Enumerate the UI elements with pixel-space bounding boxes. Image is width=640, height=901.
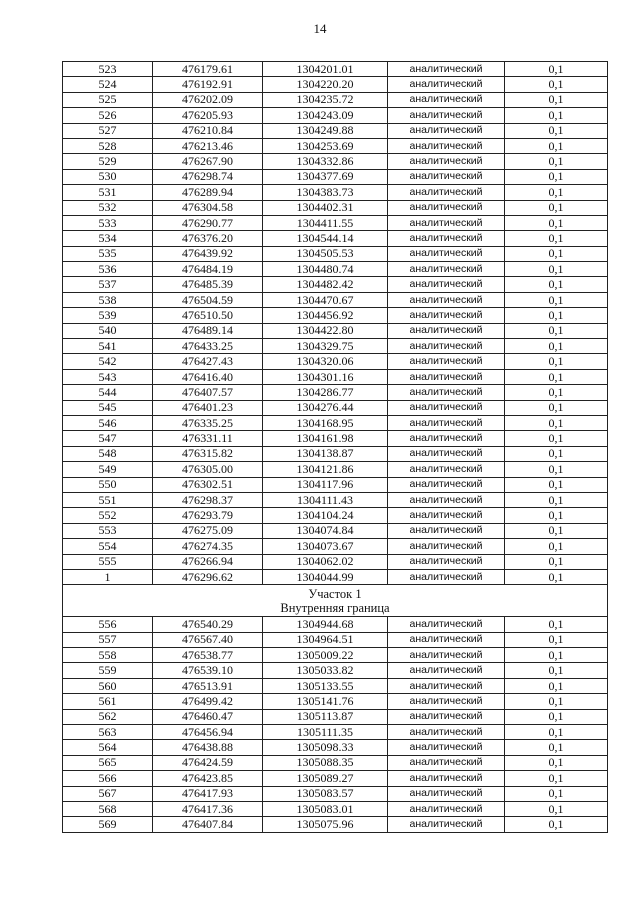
table-row — [63, 400, 608, 415]
table-row — [63, 446, 608, 461]
point-number-cell: 562 — [63, 709, 153, 724]
x-coordinate-cell: 476539.10 — [153, 663, 263, 678]
section-cell — [63, 585, 608, 617]
table-row — [63, 740, 608, 755]
accuracy-cell: 0,1 — [505, 632, 608, 647]
method-cell: аналитический — [388, 154, 505, 169]
x-coordinate-cell: 476315.82 — [153, 446, 263, 461]
accuracy-cell: 0,1 — [505, 200, 608, 215]
y-coordinate-cell: 1304320.06 — [263, 354, 388, 369]
y-coordinate-cell: 1304402.31 — [263, 200, 388, 215]
method-cell: аналитический — [388, 617, 505, 632]
method-cell: аналитический — [388, 169, 505, 184]
section-row — [63, 585, 608, 617]
accuracy-cell: 0,1 — [505, 231, 608, 246]
y-coordinate-cell: 1305089.27 — [263, 771, 388, 786]
method-cell: аналитический — [388, 446, 505, 461]
point-number-cell: 526 — [63, 108, 153, 123]
x-coordinate-cell: 476567.40 — [153, 632, 263, 647]
x-coordinate-cell: 476289.94 — [153, 185, 263, 200]
table-row — [63, 663, 608, 678]
point-number-cell: 533 — [63, 215, 153, 230]
x-coordinate-cell: 476275.09 — [153, 523, 263, 538]
x-coordinate-cell: 476489.14 — [153, 323, 263, 338]
table-row — [63, 323, 608, 338]
point-number-cell: 559 — [63, 663, 153, 678]
x-coordinate-cell: 476293.79 — [153, 508, 263, 523]
x-coordinate-cell: 476302.51 — [153, 477, 263, 492]
table-row — [63, 539, 608, 554]
accuracy-cell: 0,1 — [505, 123, 608, 138]
x-coordinate-cell: 476427.43 — [153, 354, 263, 369]
table-row — [63, 262, 608, 277]
table-row — [63, 185, 608, 200]
x-coordinate-cell: 476274.35 — [153, 539, 263, 554]
x-coordinate-cell: 476401.23 — [153, 400, 263, 415]
table-row — [63, 277, 608, 292]
method-cell: аналитический — [388, 246, 505, 261]
point-number-cell: 557 — [63, 632, 153, 647]
y-coordinate-cell: 1304111.43 — [263, 492, 388, 507]
y-coordinate-cell: 1305083.01 — [263, 801, 388, 816]
table-row — [63, 632, 608, 647]
accuracy-cell: 0,1 — [505, 617, 608, 632]
section-subtitle: Внутренняя граница — [280, 601, 390, 616]
table-row — [63, 492, 608, 507]
point-number-cell: 535 — [63, 246, 153, 261]
y-coordinate-cell: 1305141.76 — [263, 694, 388, 709]
method-cell: аналитический — [388, 92, 505, 107]
method-cell: аналитический — [388, 292, 505, 307]
table-row — [63, 169, 608, 184]
point-number-cell: 567 — [63, 786, 153, 801]
method-cell: аналитический — [388, 801, 505, 816]
method-cell: аналитический — [388, 431, 505, 446]
table-row — [63, 123, 608, 138]
accuracy-cell: 0,1 — [505, 801, 608, 816]
accuracy-cell: 0,1 — [505, 92, 608, 107]
point-number-cell: 556 — [63, 617, 153, 632]
method-cell: аналитический — [388, 77, 505, 92]
table-row — [63, 246, 608, 261]
x-coordinate-cell: 476296.62 — [153, 569, 263, 584]
method-cell: аналитический — [388, 138, 505, 153]
table-row — [63, 369, 608, 384]
table-body-inner-boundary — [63, 617, 608, 832]
y-coordinate-cell: 1305113.87 — [263, 709, 388, 724]
page-number: 14 — [313, 21, 327, 36]
accuracy-cell: 0,1 — [505, 554, 608, 569]
point-number-cell: 524 — [63, 77, 153, 92]
y-coordinate-cell: 1305009.22 — [263, 648, 388, 663]
y-coordinate-cell: 1304383.73 — [263, 185, 388, 200]
table-row — [63, 569, 608, 584]
point-number-cell: 534 — [63, 231, 153, 246]
point-number-cell: 1 — [63, 569, 153, 584]
y-coordinate-cell: 1304377.69 — [263, 169, 388, 184]
accuracy-cell: 0,1 — [505, 569, 608, 584]
coordinates-table — [62, 61, 608, 833]
table-row — [63, 431, 608, 446]
accuracy-cell: 0,1 — [505, 400, 608, 415]
y-coordinate-cell: 1304104.24 — [263, 508, 388, 523]
x-coordinate-cell: 476439.92 — [153, 246, 263, 261]
y-coordinate-cell: 1304276.44 — [263, 400, 388, 415]
point-number-cell: 540 — [63, 323, 153, 338]
point-number-cell: 553 — [63, 523, 153, 538]
point-number-cell: 541 — [63, 339, 153, 354]
y-coordinate-cell: 1305033.82 — [263, 663, 388, 678]
table-row — [63, 308, 608, 323]
x-coordinate-cell: 476407.84 — [153, 817, 263, 832]
y-coordinate-cell: 1304117.96 — [263, 477, 388, 492]
accuracy-cell: 0,1 — [505, 154, 608, 169]
point-number-cell: 547 — [63, 431, 153, 446]
method-cell: аналитический — [388, 200, 505, 215]
x-coordinate-cell: 476202.09 — [153, 92, 263, 107]
table-row — [63, 215, 608, 230]
accuracy-cell: 0,1 — [505, 308, 608, 323]
point-number-cell: 531 — [63, 185, 153, 200]
x-coordinate-cell: 476266.94 — [153, 554, 263, 569]
y-coordinate-cell: 1305133.55 — [263, 678, 388, 693]
table-body-outer-boundary — [63, 62, 608, 585]
accuracy-cell: 0,1 — [505, 262, 608, 277]
method-cell: аналитический — [388, 277, 505, 292]
x-coordinate-cell: 476417.93 — [153, 786, 263, 801]
section-title: Участок 1 — [308, 587, 362, 602]
accuracy-cell: 0,1 — [505, 725, 608, 740]
point-number-cell: 538 — [63, 292, 153, 307]
method-cell: аналитический — [388, 508, 505, 523]
method-cell: аналитический — [388, 369, 505, 384]
table-row — [63, 801, 608, 816]
x-coordinate-cell: 476416.40 — [153, 369, 263, 384]
x-coordinate-cell: 476417.36 — [153, 801, 263, 816]
y-coordinate-cell: 1304456.92 — [263, 308, 388, 323]
point-number-cell: 554 — [63, 539, 153, 554]
x-coordinate-cell: 476210.84 — [153, 123, 263, 138]
table-row — [63, 709, 608, 724]
y-coordinate-cell: 1304332.86 — [263, 154, 388, 169]
table-row — [63, 62, 608, 77]
table-row — [63, 154, 608, 169]
x-coordinate-cell: 476499.42 — [153, 694, 263, 709]
accuracy-cell: 0,1 — [505, 786, 608, 801]
table-row — [63, 694, 608, 709]
method-cell: аналитический — [388, 678, 505, 693]
accuracy-cell: 0,1 — [505, 369, 608, 384]
accuracy-cell: 0,1 — [505, 108, 608, 123]
y-coordinate-cell: 1305075.96 — [263, 817, 388, 832]
y-coordinate-cell: 1304505.53 — [263, 246, 388, 261]
x-coordinate-cell: 476510.50 — [153, 308, 263, 323]
method-cell: аналитический — [388, 262, 505, 277]
x-coordinate-cell: 476192.91 — [153, 77, 263, 92]
y-coordinate-cell: 1304073.67 — [263, 539, 388, 554]
table-row — [63, 200, 608, 215]
x-coordinate-cell: 476484.19 — [153, 262, 263, 277]
y-coordinate-cell: 1304422.80 — [263, 323, 388, 338]
accuracy-cell: 0,1 — [505, 755, 608, 770]
method-cell: аналитический — [388, 215, 505, 230]
method-cell: аналитический — [388, 632, 505, 647]
method-cell: аналитический — [388, 400, 505, 415]
y-coordinate-cell: 1304470.67 — [263, 292, 388, 307]
point-number-cell: 532 — [63, 200, 153, 215]
y-coordinate-cell: 1304121.86 — [263, 462, 388, 477]
y-coordinate-cell: 1304964.51 — [263, 632, 388, 647]
table-row — [63, 77, 608, 92]
table-row — [63, 231, 608, 246]
x-coordinate-cell: 476298.74 — [153, 169, 263, 184]
method-cell: аналитический — [388, 554, 505, 569]
x-coordinate-cell: 476438.88 — [153, 740, 263, 755]
x-coordinate-cell: 476290.77 — [153, 215, 263, 230]
accuracy-cell: 0,1 — [505, 215, 608, 230]
y-coordinate-cell: 1304944.68 — [263, 617, 388, 632]
point-number-cell: 523 — [63, 62, 153, 77]
point-number-cell: 529 — [63, 154, 153, 169]
table-row — [63, 755, 608, 770]
accuracy-cell: 0,1 — [505, 539, 608, 554]
table-row — [63, 354, 608, 369]
accuracy-cell: 0,1 — [505, 648, 608, 663]
accuracy-cell: 0,1 — [505, 277, 608, 292]
point-number-cell: 569 — [63, 817, 153, 832]
method-cell: аналитический — [388, 231, 505, 246]
point-number-cell: 542 — [63, 354, 153, 369]
y-coordinate-cell: 1304411.55 — [263, 215, 388, 230]
x-coordinate-cell: 476538.77 — [153, 648, 263, 663]
accuracy-cell: 0,1 — [505, 771, 608, 786]
point-number-cell: 568 — [63, 801, 153, 816]
x-coordinate-cell: 476179.61 — [153, 62, 263, 77]
point-number-cell: 528 — [63, 138, 153, 153]
point-number-cell: 552 — [63, 508, 153, 523]
method-cell: аналитический — [388, 323, 505, 338]
accuracy-cell: 0,1 — [505, 740, 608, 755]
y-coordinate-cell: 1304138.87 — [263, 446, 388, 461]
accuracy-cell: 0,1 — [505, 709, 608, 724]
table-row — [63, 617, 608, 632]
point-number-cell: 560 — [63, 678, 153, 693]
x-coordinate-cell: 476205.93 — [153, 108, 263, 123]
point-number-cell: 565 — [63, 755, 153, 770]
y-coordinate-cell: 1304482.42 — [263, 277, 388, 292]
x-coordinate-cell: 476485.39 — [153, 277, 263, 292]
method-cell: аналитический — [388, 648, 505, 663]
method-cell: аналитический — [388, 354, 505, 369]
table-row — [63, 554, 608, 569]
point-number-cell: 548 — [63, 446, 153, 461]
method-cell: аналитический — [388, 523, 505, 538]
accuracy-cell: 0,1 — [505, 663, 608, 678]
accuracy-cell: 0,1 — [505, 185, 608, 200]
method-cell: аналитический — [388, 663, 505, 678]
y-coordinate-cell: 1304235.72 — [263, 92, 388, 107]
accuracy-cell: 0,1 — [505, 462, 608, 477]
table-row — [63, 339, 608, 354]
method-cell: аналитический — [388, 492, 505, 507]
method-cell: аналитический — [388, 709, 505, 724]
x-coordinate-cell: 476298.37 — [153, 492, 263, 507]
table-row — [63, 725, 608, 740]
point-number-cell: 539 — [63, 308, 153, 323]
y-coordinate-cell: 1304329.75 — [263, 339, 388, 354]
accuracy-cell: 0,1 — [505, 354, 608, 369]
accuracy-cell: 0,1 — [505, 415, 608, 430]
method-cell: аналитический — [388, 725, 505, 740]
method-cell: аналитический — [388, 308, 505, 323]
point-number-cell: 566 — [63, 771, 153, 786]
point-number-cell: 563 — [63, 725, 153, 740]
table-row — [63, 771, 608, 786]
accuracy-cell: 0,1 — [505, 138, 608, 153]
x-coordinate-cell: 476460.47 — [153, 709, 263, 724]
accuracy-cell: 0,1 — [505, 477, 608, 492]
x-coordinate-cell: 476331.11 — [153, 431, 263, 446]
accuracy-cell: 0,1 — [505, 492, 608, 507]
table-row — [63, 385, 608, 400]
method-cell: аналитический — [388, 415, 505, 430]
point-number-cell: 546 — [63, 415, 153, 430]
point-number-cell: 525 — [63, 92, 153, 107]
x-coordinate-cell: 476540.29 — [153, 617, 263, 632]
y-coordinate-cell: 1304168.95 — [263, 415, 388, 430]
y-coordinate-cell: 1304544.14 — [263, 231, 388, 246]
accuracy-cell: 0,1 — [505, 246, 608, 261]
x-coordinate-cell: 476504.59 — [153, 292, 263, 307]
accuracy-cell: 0,1 — [505, 77, 608, 92]
point-number-cell: 545 — [63, 400, 153, 415]
accuracy-cell: 0,1 — [505, 694, 608, 709]
x-coordinate-cell: 476433.25 — [153, 339, 263, 354]
y-coordinate-cell: 1304074.84 — [263, 523, 388, 538]
table-row — [63, 648, 608, 663]
x-coordinate-cell: 476304.58 — [153, 200, 263, 215]
table-section-header — [63, 585, 608, 617]
point-number-cell: 561 — [63, 694, 153, 709]
y-coordinate-cell: 1304480.74 — [263, 262, 388, 277]
point-number-cell: 543 — [63, 369, 153, 384]
table-row — [63, 786, 608, 801]
x-coordinate-cell: 476335.25 — [153, 415, 263, 430]
x-coordinate-cell: 476424.59 — [153, 755, 263, 770]
method-cell: аналитический — [388, 740, 505, 755]
point-number-cell: 564 — [63, 740, 153, 755]
table-row — [63, 462, 608, 477]
table-row — [63, 292, 608, 307]
method-cell: аналитический — [388, 755, 505, 770]
accuracy-cell: 0,1 — [505, 292, 608, 307]
point-number-cell: 551 — [63, 492, 153, 507]
method-cell: аналитический — [388, 786, 505, 801]
method-cell: аналитический — [388, 108, 505, 123]
y-coordinate-cell: 1304044.99 — [263, 569, 388, 584]
method-cell: аналитический — [388, 694, 505, 709]
point-number-cell: 549 — [63, 462, 153, 477]
point-number-cell: 527 — [63, 123, 153, 138]
x-coordinate-cell: 476305.00 — [153, 462, 263, 477]
y-coordinate-cell: 1305083.57 — [263, 786, 388, 801]
table-row — [63, 138, 608, 153]
table-row — [63, 108, 608, 123]
point-number-cell: 537 — [63, 277, 153, 292]
method-cell: аналитический — [388, 539, 505, 554]
method-cell: аналитический — [388, 385, 505, 400]
method-cell: аналитический — [388, 339, 505, 354]
table-row — [63, 92, 608, 107]
method-cell: аналитический — [388, 123, 505, 138]
accuracy-cell: 0,1 — [505, 385, 608, 400]
table-row — [63, 523, 608, 538]
point-number-cell: 536 — [63, 262, 153, 277]
accuracy-cell: 0,1 — [505, 323, 608, 338]
table-row — [63, 678, 608, 693]
table-row — [63, 817, 608, 832]
method-cell: аналитический — [388, 185, 505, 200]
method-cell: аналитический — [388, 477, 505, 492]
accuracy-cell: 0,1 — [505, 523, 608, 538]
point-number-cell: 550 — [63, 477, 153, 492]
y-coordinate-cell: 1304249.88 — [263, 123, 388, 138]
x-coordinate-cell: 476376.20 — [153, 231, 263, 246]
method-cell: аналитический — [388, 62, 505, 77]
y-coordinate-cell: 1304161.98 — [263, 431, 388, 446]
y-coordinate-cell: 1304253.69 — [263, 138, 388, 153]
accuracy-cell: 0,1 — [505, 169, 608, 184]
table-row — [63, 477, 608, 492]
x-coordinate-cell: 476213.46 — [153, 138, 263, 153]
accuracy-cell: 0,1 — [505, 62, 608, 77]
x-coordinate-cell: 476456.94 — [153, 725, 263, 740]
point-number-cell: 544 — [63, 385, 153, 400]
y-coordinate-cell: 1304286.77 — [263, 385, 388, 400]
point-number-cell: 530 — [63, 169, 153, 184]
x-coordinate-cell: 476267.90 — [153, 154, 263, 169]
y-coordinate-cell: 1305098.33 — [263, 740, 388, 755]
accuracy-cell: 0,1 — [505, 446, 608, 461]
x-coordinate-cell: 476513.91 — [153, 678, 263, 693]
y-coordinate-cell: 1304243.09 — [263, 108, 388, 123]
method-cell: аналитический — [388, 817, 505, 832]
x-coordinate-cell: 476423.85 — [153, 771, 263, 786]
accuracy-cell: 0,1 — [505, 431, 608, 446]
x-coordinate-cell: 476407.57 — [153, 385, 263, 400]
y-coordinate-cell: 1304062.02 — [263, 554, 388, 569]
method-cell: аналитический — [388, 569, 505, 584]
accuracy-cell: 0,1 — [505, 678, 608, 693]
accuracy-cell: 0,1 — [505, 508, 608, 523]
y-coordinate-cell: 1304220.20 — [263, 77, 388, 92]
method-cell: аналитический — [388, 771, 505, 786]
accuracy-cell: 0,1 — [505, 339, 608, 354]
table-row — [63, 508, 608, 523]
y-coordinate-cell: 1304301.16 — [263, 369, 388, 384]
point-number-cell: 555 — [63, 554, 153, 569]
y-coordinate-cell: 1305111.35 — [263, 725, 388, 740]
point-number-cell: 558 — [63, 648, 153, 663]
method-cell: аналитический — [388, 462, 505, 477]
y-coordinate-cell: 1305088.35 — [263, 755, 388, 770]
table-row — [63, 415, 608, 430]
accuracy-cell: 0,1 — [505, 817, 608, 832]
y-coordinate-cell: 1304201.01 — [263, 62, 388, 77]
